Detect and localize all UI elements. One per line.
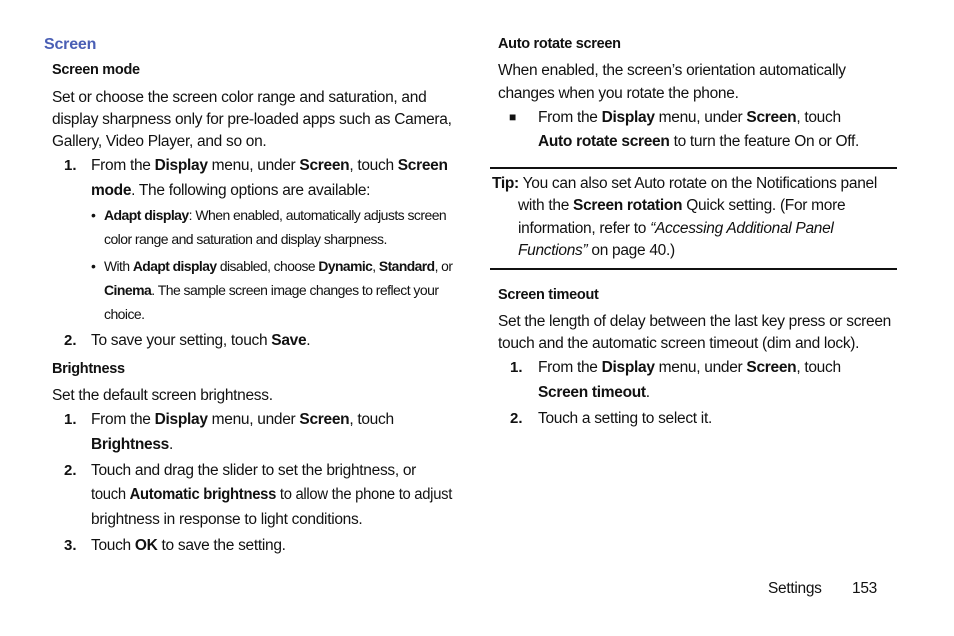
brightness-step2-line1: Touch and drag the slider to set the brightness, or (91, 462, 417, 479)
brightness-step3: Touch OK to save the setting. (91, 537, 286, 554)
step-number: 2. (64, 462, 77, 479)
auto-rotate-desc-line2: changes when you rotate the phone. (498, 85, 739, 102)
tip-line1: Tip: You can also set Auto rotate on the Notifications panel (492, 175, 877, 192)
screen-timeout-step1-line2: Screen timeout. (538, 384, 650, 401)
adapt-display-bullet-line1: Adapt display: When enabled, automatically adjusts screen (104, 207, 447, 223)
mode-options-bullet-line1: With Adapt display disabled, choose Dynamic, Standard, or (104, 258, 453, 274)
step-number: 1. (64, 157, 77, 174)
screen-mode-desc-line2: display sharpness only for pre-loaded apps such as Camera, (52, 111, 452, 128)
tip-top-rule (490, 167, 897, 169)
brightness-step1-line1: From the Display menu, under Screen, touch (91, 411, 394, 428)
mode-options-bullet-line2: Cinema. The sample screen image changes to reflect your (104, 282, 439, 298)
step-number: 1. (510, 359, 523, 376)
brightness-step2-line3: brightness in response to light conditions. (91, 511, 363, 528)
screen-timeout-desc-line1: Set the length of delay between the last key press or screen (498, 313, 891, 330)
auto-rotate-desc-line1: When enabled, the screen’s orientation automatically (498, 62, 846, 79)
page-number: 153 (852, 580, 877, 597)
bullet-mark: • (91, 207, 96, 223)
screen-timeout-desc-line2: touch and the automatic screen timeout (dim and lock). (498, 335, 860, 352)
screen-mode-heading: Screen mode (52, 62, 140, 78)
step-number: 3. (64, 537, 77, 554)
screen-timeout-step2: Touch a setting to select it. (538, 410, 712, 427)
auto-rotate-heading: Auto rotate screen (498, 36, 621, 52)
screen-timeout-heading: Screen timeout (498, 287, 599, 303)
tip-line4: Functions” on page 40.) (518, 242, 675, 259)
square-bullet-icon: ■ (509, 110, 517, 124)
auto-rotate-bullet-line1: From the Display menu, under Screen, touch (538, 109, 841, 126)
brightness-step2-line2: touch Automatic brightness to allow the phone to adjust (91, 486, 453, 503)
step-number: 2. (64, 332, 77, 349)
screen-mode-desc-line1: Set or choose the screen color range and saturation, and (52, 89, 427, 106)
mode-options-bullet-line3: choice. (104, 306, 145, 322)
section-title: Screen (44, 36, 97, 53)
screen-timeout-step1-line1: From the Display menu, under Screen, touch (538, 359, 841, 376)
brightness-heading: Brightness (52, 361, 125, 377)
step-number: 1. (64, 411, 77, 428)
step-number: 2. (510, 410, 523, 427)
bullet-mark: • (91, 258, 96, 274)
screen-mode-step1-line1: From the Display menu, under Screen, touch Screen (91, 157, 448, 174)
brightness-step1-line2: Brightness. (91, 436, 173, 453)
screen-mode-step1-line2: mode. The following options are available: (91, 182, 371, 199)
screen-mode-step2: To save your setting, touch Save. (91, 332, 311, 349)
adapt-display-bullet-line2: color range and saturation and display sharpness. (104, 231, 387, 247)
tip-bottom-rule (490, 268, 897, 270)
screen-mode-desc-line3: Gallery, Video Player, and so on. (52, 133, 267, 150)
auto-rotate-bullet-line2: Auto rotate screen to turn the feature On or Off. (538, 133, 860, 150)
footer-section-name: Settings (768, 580, 822, 597)
brightness-desc: Set the default screen brightness. (52, 387, 273, 404)
tip-line2: with the Screen rotation Quick setting. (For more (518, 197, 846, 214)
tip-line3: information, refer to “Accessing Additional Panel (518, 220, 834, 237)
